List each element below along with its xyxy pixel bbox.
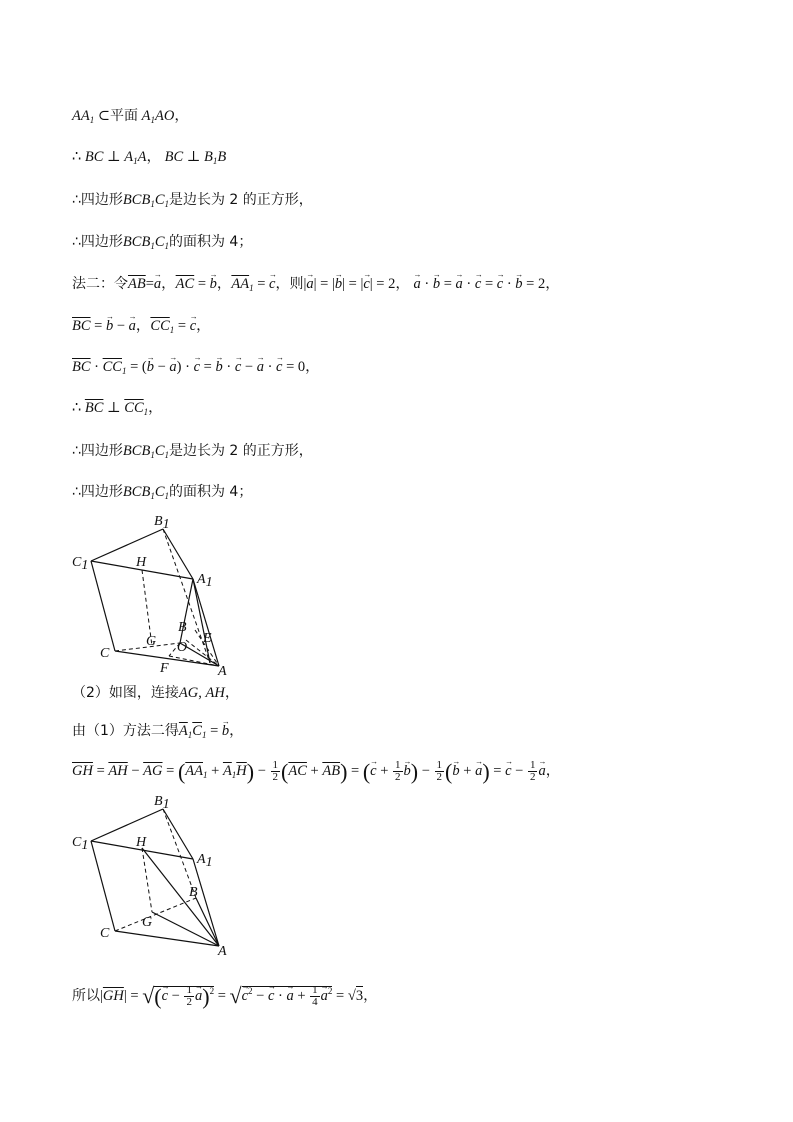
line-a1c1-vector: 由（1）方法二得$\overline{A}_1\overline{C}_1$ = → b， xyxy=(72,721,244,745)
line-gh-magnitude: 所以$|\overline{GH}|$ = √(→ c − $\frac{1}{2}$ → a)$^2$ = √→ $c^2$ − → c · → a + $\frac{1}{4}$ → $a^2 = √3$， xyxy=(72,981,378,1008)
line-square-conclusion-2: ∴四边形$BCB_1C_1$是边长为 2 的正方形， xyxy=(72,443,313,460)
fig1-label-h: H xyxy=(136,555,147,570)
fig1-label-f: F xyxy=(160,661,169,676)
fig2-label-b1: B1 xyxy=(154,794,170,812)
fig1-label-e: E xyxy=(203,631,212,646)
fig2-label-a1: A1 xyxy=(197,852,213,870)
prism-figure-2 xyxy=(60,790,260,960)
fig1-label-c1: C1 xyxy=(72,555,89,573)
fig2-label-c1: C1 xyxy=(72,835,89,853)
line-gh-vector: $\overline{GH} = \overline{AH} - \overline{AG} = (\overline{AA}_1 + \overline{A}_1\overline{H})$ − $\frac{1}{2}$ $(\overline{AC} + \overline{AB})$ = (→ c + $\frac{1}{2}$ → b) − $\frac{1}{2}$ (→ b + → a) = → c − $\frac{1}{2}$ → a， xyxy=(72,760,560,785)
line-method-two: 法二：令$\overline{AB}=\to a$，$\overline{AC}$ = → b，$\overline{AA}_1$ = → c，则|→ a| = |→ b| = |→ c| = 2， → a · → b = → a · → c = → c · → b = 2， xyxy=(72,274,560,298)
fig1-label-c: C xyxy=(100,646,110,661)
line-bc-cc1-vectors: $\overline{BC}$ = → b − → a，$\overline{CC}_1$ = → c， xyxy=(72,316,211,340)
fig1-label-o: O xyxy=(177,640,188,655)
fig2-label-h: H xyxy=(136,835,147,850)
line-bc-perp-cc1: ∴ $\overline{BC}$ ⊥ $\overline{CC}_1$， xyxy=(72,400,163,417)
fig2-label-b: B xyxy=(189,885,198,900)
fig1-label-b: B xyxy=(178,620,187,635)
fig2-label-c: C xyxy=(100,926,110,941)
prism-figure-1 xyxy=(60,505,260,680)
line-bc-perpendicular: ∴ BC ⊥ $A_1A$， BC ⊥ $B_1B$ xyxy=(72,149,227,166)
line-area-conclusion-2: ∴四边形$BCB_1C_1$的面积为 4； xyxy=(72,484,253,501)
line-dot-product-zero: $\overline{BC} \cdot \overline{CC}_1$ = (→ b − → a) · → c = → b · → c − → a · → c = 0， xyxy=(72,357,320,381)
fig1-label-a1: A1 xyxy=(197,572,213,590)
line-area-conclusion-1: ∴四边形$BCB_1C_1$的面积为 4； xyxy=(72,234,253,251)
line-part-two-connect: （2）如图，连接AG, AH， xyxy=(72,685,240,701)
fig1-label-b1: B1 xyxy=(154,514,170,532)
line-square-conclusion-1: ∴四边形$BCB_1C_1$是边长为 2 的正方形， xyxy=(72,192,313,209)
fig1-label-a: A xyxy=(218,664,227,679)
fig1-label-g: G xyxy=(146,634,157,649)
line-aa1-in-plane: $AA_1$ ⊂平面 $A_1AO$， xyxy=(72,108,189,125)
fig2-label-a: A xyxy=(218,944,227,959)
fig2-label-g: G xyxy=(142,915,153,930)
